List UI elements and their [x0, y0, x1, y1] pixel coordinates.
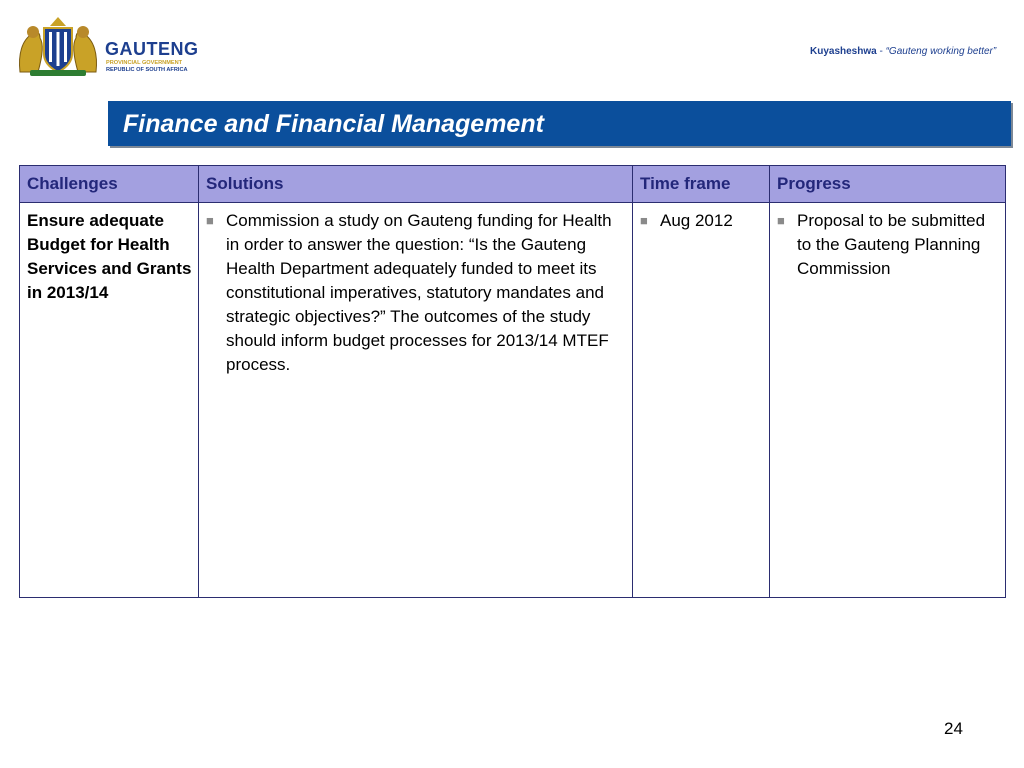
- header-time-frame: Time frame: [633, 166, 770, 203]
- bullet-icon: ■: [640, 213, 648, 228]
- table-row: [20, 203, 1006, 598]
- logo-subtitle-1: PROVINCIAL GOVERNMENT: [106, 60, 183, 66]
- header-progress: Progress: [770, 166, 1006, 203]
- bullet-icon: ■: [206, 213, 214, 228]
- logo-subtitle-2: REPUBLIC OF SOUTH AFRICA: [106, 67, 188, 73]
- gauteng-logo: [14, 14, 199, 80]
- solution-text: Commission a study on Gauteng funding for Health in order to answer the question: “Is the Gauteng Health Department adequately funded to meet its constitutional imperatives, statutory mandates and strategic objectives?” The outcomes of the study should inform budget processes for 2013/14 MTEF process.: [226, 211, 612, 374]
- table-header-row: [20, 166, 1006, 203]
- bullet-icon: ■: [777, 213, 785, 228]
- slogan-quote: “Gauteng working better”: [885, 46, 997, 57]
- coat-of-arms-icon: [14, 14, 102, 80]
- slogan-brand: Kuyasheshwa: [810, 46, 877, 57]
- page-number: 24: [944, 719, 963, 738]
- cell-challenge: Ensure adequate Budget for Health Services and Grants in 2013/14: [20, 203, 199, 598]
- cell-solution: [199, 203, 633, 598]
- slogan: [810, 46, 996, 57]
- slogan-separator: -: [876, 46, 886, 57]
- cell-progress: [770, 203, 1006, 598]
- header-solutions: Solutions: [199, 166, 633, 203]
- slide-title: Finance and Financial Management: [123, 110, 544, 138]
- title-bar: [108, 101, 1011, 146]
- logo-name: GAUTENG: [105, 39, 199, 59]
- challenges-table: [19, 165, 1006, 598]
- progress-text: Proposal to be submitted to the Gauteng Planning Commission: [797, 211, 986, 278]
- timeframe-text: Aug 2012: [660, 211, 733, 230]
- header-challenges: Challenges: [20, 166, 199, 203]
- cell-timeframe: [633, 203, 770, 598]
